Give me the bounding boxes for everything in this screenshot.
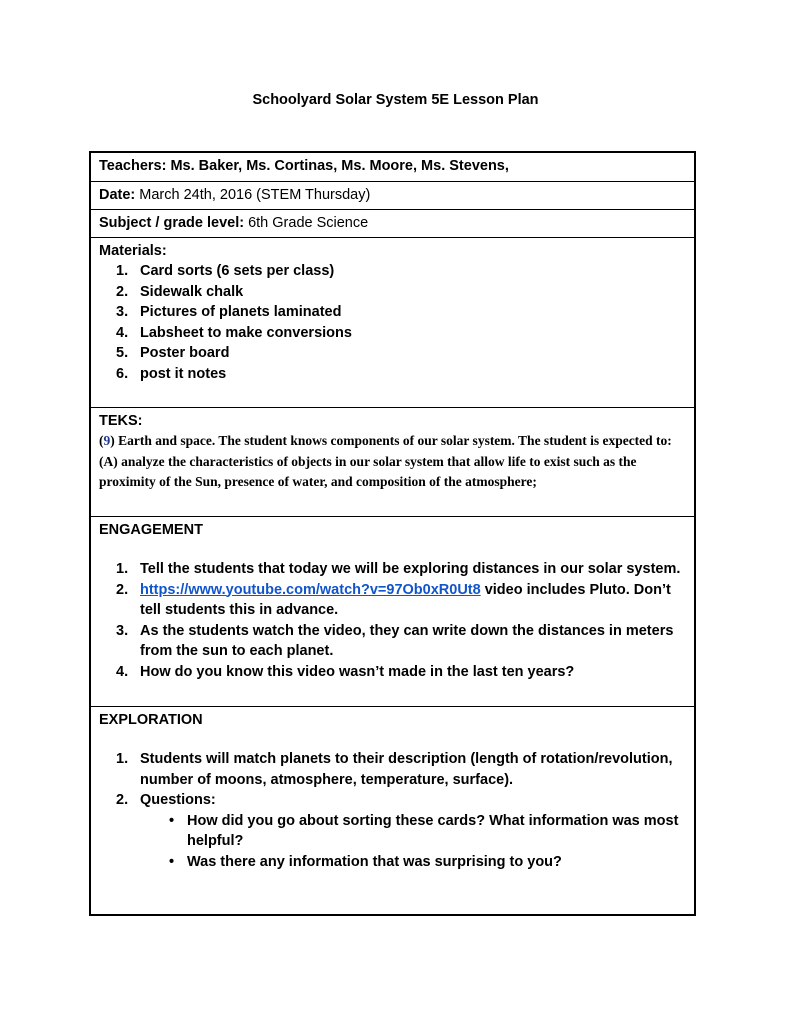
list-text: How do you know this video wasn’t made in the last ten years?: [140, 663, 575, 680]
bullet-icon: •: [169, 812, 175, 829]
list-text: Card sorts (6 sets per class): [140, 263, 335, 279]
list-item: [99, 852, 686, 873]
date-value: March 24th, 2016 (STEM Thursday): [135, 187, 371, 203]
list-item: [99, 790, 686, 811]
list-number: 3.: [116, 622, 129, 639]
lesson-plan-table: [89, 151, 696, 916]
teks-expectation: (A) analyze the characteristics of objects in our solar system that allow life to exist such as the proximity of the Sun, presence of water, and composition of the atmosphere;: [99, 453, 637, 489]
engagement-heading: ENGAGEMENT: [99, 522, 203, 538]
teks-heading: TEKS:: [99, 413, 143, 429]
list-number: 5.: [116, 345, 129, 361]
teachers-label: Teachers:: [99, 158, 167, 174]
list-number: 1.: [116, 561, 129, 577]
materials-list: [99, 261, 686, 384]
list-item: [99, 580, 686, 621]
date-row: [91, 181, 694, 209]
list-text: post it notes: [140, 365, 227, 382]
video-link[interactable]: https://www.youtube.com/watch?v=97Ob0xR0Ut8: [140, 581, 481, 598]
list-item: [99, 302, 686, 323]
engagement-row: [91, 516, 694, 706]
list-item: [99, 811, 686, 852]
engagement-list: [99, 559, 686, 682]
teks-paren-open: (: [99, 433, 104, 448]
document-title: Schoolyard Solar System 5E Lesson Plan: [252, 92, 539, 108]
list-text: How did you go about sorting these cards? What information was most helpful?: [187, 812, 679, 849]
questions-list: [99, 811, 686, 873]
subject-value: 6th Grade Science: [244, 215, 369, 231]
list-number: 6.: [116, 365, 129, 382]
teks-description: Earth and space. The student knows components of our solar system. The student is expected to:: [114, 433, 672, 448]
list-item: [99, 621, 686, 662]
teks-standard: [99, 431, 686, 452]
bullet-icon: •: [169, 853, 175, 870]
list-item: [99, 343, 686, 364]
teks-paren-close: ): [110, 433, 115, 448]
list-item: [99, 261, 686, 282]
list-text: Sidewalk chalk: [140, 283, 244, 300]
teks-number: 9: [103, 433, 111, 448]
list-item: [99, 662, 686, 683]
list-number: 1.: [116, 751, 129, 767]
subject-label: Subject / grade level:: [99, 215, 245, 231]
list-text: Poster board: [140, 345, 230, 361]
list-number: 2.: [116, 283, 129, 300]
list-number: 1.: [116, 263, 129, 279]
list-number: 4.: [116, 663, 129, 680]
exploration-list: [99, 749, 686, 811]
list-text: Pictures of planets laminated: [140, 304, 342, 320]
list-item: [99, 323, 686, 344]
list-text: Was there any information that was surprising to you?: [187, 853, 562, 870]
list-text: video includes Pluto. Don’t tell students this in advance.: [140, 581, 671, 618]
teachers-row: [91, 153, 694, 181]
exploration-heading: EXPLORATION: [99, 712, 203, 728]
list-text: Tell the students that today we will be exploring distances in our solar system.: [140, 561, 681, 577]
teachers-value: Ms. Baker, Ms. Cortinas, Ms. Moore, Ms. Stevens,: [166, 158, 509, 174]
teks-row: [91, 407, 694, 516]
list-number: 4.: [116, 324, 129, 341]
materials-heading: Materials:: [99, 243, 167, 259]
list-item: [99, 749, 686, 790]
list-item: [99, 282, 686, 303]
list-text: Students will match planets to their description (length of rotation/revolution, number of moons, atmosphere, temperature, surface).: [140, 751, 673, 788]
list-item: [99, 364, 686, 385]
list-text: Questions:: [140, 792, 216, 808]
materials-row: [91, 237, 694, 407]
list-number: 3.: [116, 304, 129, 320]
date-label: Date:: [99, 187, 136, 203]
list-text: As the students watch the video, they can write down the distances in meters from the sun to each planet.: [140, 622, 674, 659]
list-number: 2.: [116, 581, 129, 598]
list-item: [99, 559, 686, 580]
list-number: 2.: [116, 792, 129, 808]
exploration-row: [91, 706, 694, 914]
subject-row: [91, 209, 694, 237]
list-text: Labsheet to make conversions: [140, 324, 352, 341]
